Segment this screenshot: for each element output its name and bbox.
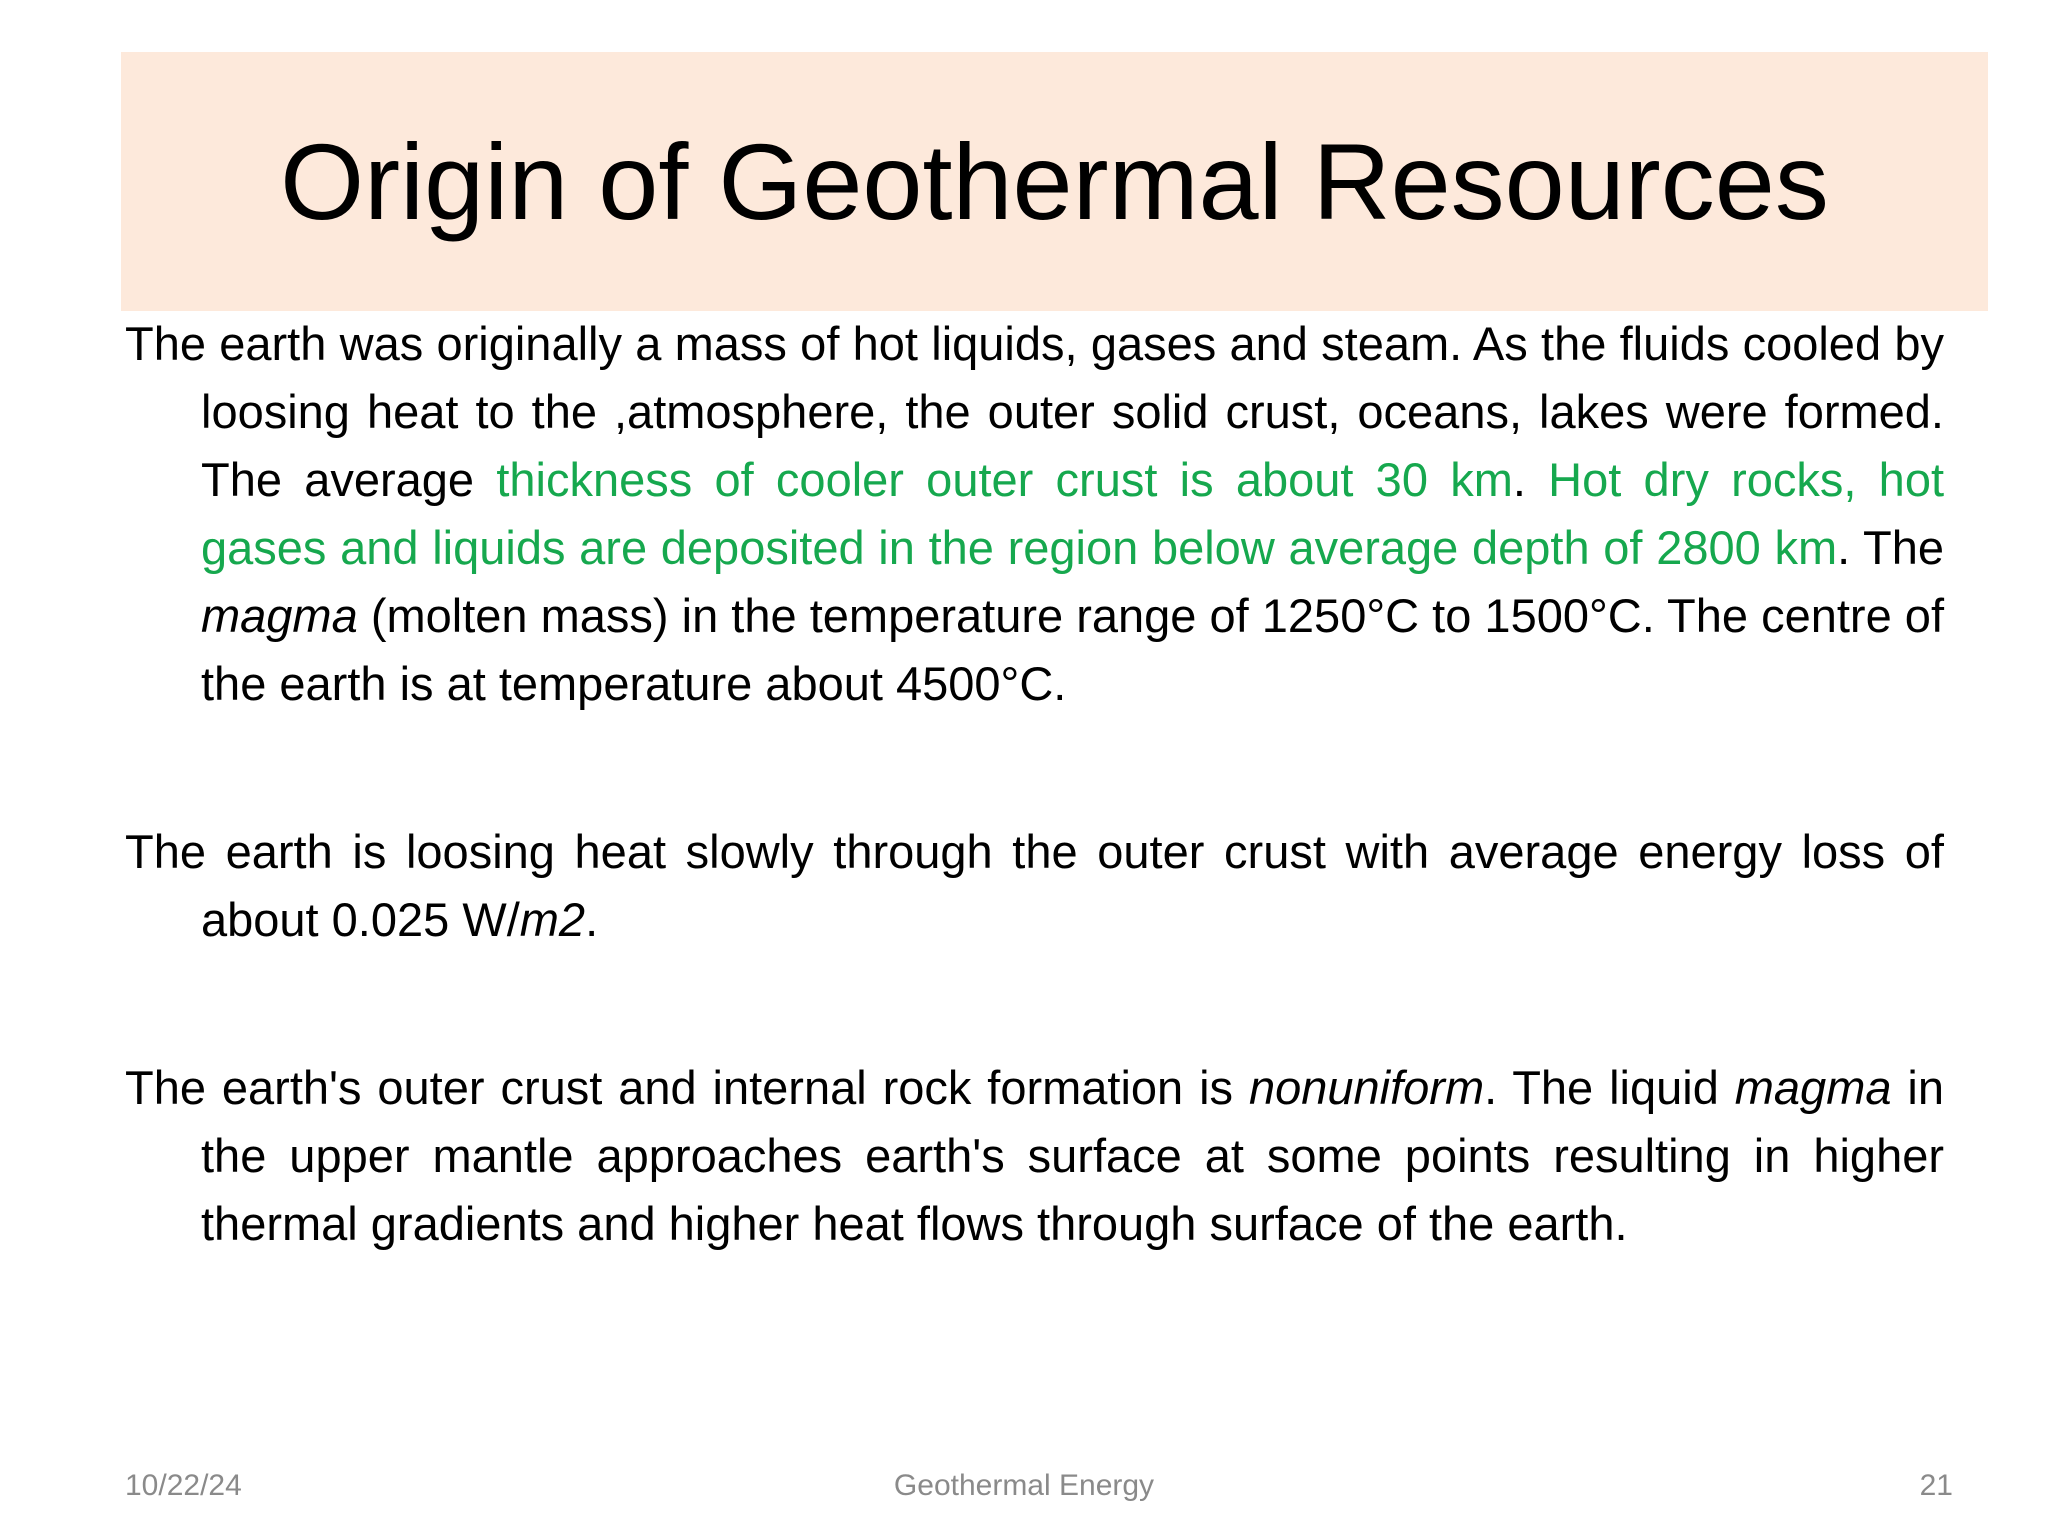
footer-title: Geothermal Energy <box>893 1469 1155 1502</box>
text-run: . The liquid <box>1484 1061 1735 1114</box>
highlight-hot-rocks-depth: Hot dry rocks, hot gases and liquids are deposited in the region below average depth of 2800 km <box>201 453 1945 574</box>
slide-body <box>125 310 1944 1258</box>
paragraph-crust-nonuniform <box>125 1054 1944 1258</box>
text-run: (molten mass) in the temperature range of 1250°C to 1500°C. The centre of the earth is at temperature about 4500°C. <box>201 589 1944 710</box>
text-run: The earth was originally a mass of hot liquids, gases and steam. As the fluids cooled by loosing heat to the ,atmosphere, the outer solid crust, oceans, lakes were formed. The average <box>125 317 1944 506</box>
text-run: . <box>585 893 599 946</box>
text-run: . The <box>1837 521 1944 574</box>
footer-page-number: 21 <box>1919 1469 1953 1502</box>
text-run: . <box>1512 453 1549 506</box>
slide-title: Origin of Geothermal Resources <box>280 121 1829 242</box>
highlight-crust-thickness: thickness of cooler outer crust is about 30 km <box>496 453 1513 506</box>
text-run: The earth is loosing heat slowly through the outer crust with average energy loss of about 0.025 W/ <box>125 825 1944 946</box>
text-run: in the upper mantle approaches earth's surface at some points resulting in higher thermal gradients and higher heat flows through surface of the earth. <box>201 1061 1944 1250</box>
title-band <box>121 52 1988 311</box>
magma-term: magma <box>1734 1061 1892 1114</box>
paragraph-heat-loss <box>125 818 1944 954</box>
text-run: The earth's outer crust and internal rock formation is <box>125 1061 1249 1114</box>
footer-date: 10/22/24 <box>125 1469 242 1502</box>
paragraph-earth-origin <box>125 310 1944 718</box>
magma-term: magma <box>201 589 358 642</box>
unit-m2: m2 <box>519 893 586 946</box>
nonuniform-term: nonuniform <box>1248 1061 1485 1114</box>
